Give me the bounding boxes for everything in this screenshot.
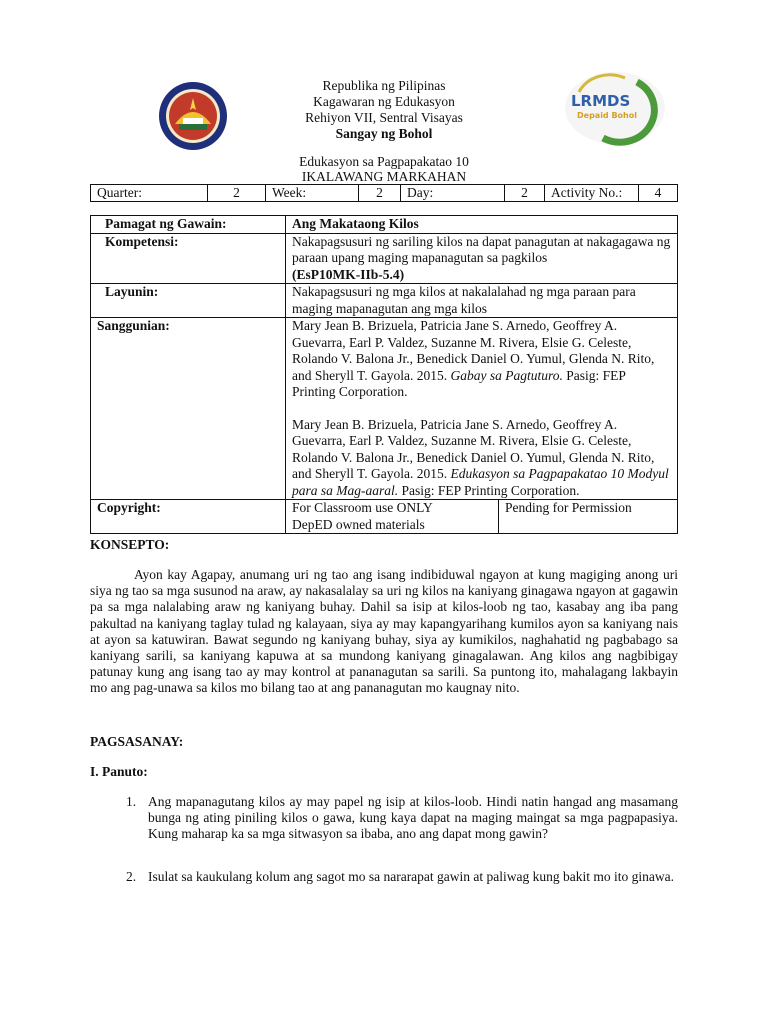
list-item-text: Ang mapanagutang kilos ay may papel ng isip at kilos-loob. Hindi natin hangad ang masamang bunga ng ating piniling kilos o gawa, kung kaya dapat na maging maingat sa mga pagpapasiya. Kung maharap ka sa mga sitwasyon sa ibaba, ano ang dapat mong gawin? bbox=[148, 794, 678, 842]
info-table bbox=[90, 215, 678, 534]
copyright-value-2: DepED owned materials bbox=[292, 516, 425, 532]
subject-heading bbox=[234, 154, 534, 184]
competency-label: Kompetensi: bbox=[91, 233, 286, 284]
copyright-row bbox=[91, 500, 678, 534]
subject-title: Edukasyon sa Pagpapakatao 10 bbox=[299, 154, 469, 169]
reference-1 bbox=[292, 318, 671, 401]
week-label: Week: bbox=[266, 185, 359, 202]
title-value: Ang Makataong Kilos bbox=[286, 216, 678, 234]
deped-seal-logo bbox=[157, 80, 229, 152]
title-row bbox=[91, 216, 678, 234]
department-line: Kagawaran ng Edukasyon bbox=[313, 94, 455, 109]
competency-value: Nakapagsusuri ng sariling kilos na dapat panagutan at nakagagawa ng paraan upang maging mapanagutan sa pagkilos bbox=[292, 233, 671, 265]
reference-2-publisher: Pasig: FEP Printing Corporation. bbox=[401, 482, 580, 498]
reference-1-authors: Mary Jean B. Brizuela, Patricia Jane S. Arnedo, Geoffrey A. Guevarra, Earl P. Valdez, Suzanne M. Rivera, Elsie G. Celeste, Rolando V. Balona Jr., Benedick Daniel O. Yumul, Glenda N. Rito, and Sheryll T. Gayola. 2015. bbox=[292, 318, 655, 383]
quarter-label: Quarter: bbox=[91, 185, 208, 202]
quarter-row bbox=[91, 185, 678, 202]
reference-2 bbox=[292, 417, 671, 500]
permission-status: Pending for Permission bbox=[499, 500, 678, 534]
list-item-number: 1. bbox=[126, 794, 137, 809]
copyright-value-1: For Classroom use ONLY bbox=[292, 500, 433, 515]
reference-1-publisher: Pasig: FEP Printing Corporation. bbox=[292, 367, 626, 399]
konsepto-body: Ayon kay Agapay, anumang uri ng tao ang isang indibiduwal ngayon at kung magiging anong uri siya ng tao sa mga susunod na araw, ay nakasalalay sa uri ng kilos na kaniyang ginagawa ngayon at gagawin pa sa mga nalalabing araw ng kaniyang buhay. Dahil sa isip at kilos-loob ng tao, kasabay ang iba pang pakultad na kaniyang taglay tulad ng kalayaan, siya ay may kapangyarihang kumilos ayon sa kaniyang nais at ayon sa katuwiran. Bawat segundo ng kaniyang buhay, siya ay kumikilos, naghahatid ng pagbabago sa kaniyang sarili, sa kaniyang kapuwa at sa mundong kaniyang ginagalawan. Ang kilos ang nagbibigay patunay kung ang isang tao ay may kontrol at pananagutan sa sarili. Sa puntong ito, mahalagang lakbayin mo ang pag-unawa sa kilos mo bilang tao at ang pananagutan mo kaugnay nito. bbox=[90, 567, 678, 696]
republic-line: Republika ng Pilipinas bbox=[322, 78, 446, 93]
competency-code: (EsP10MK-IIb-5.4) bbox=[292, 266, 405, 282]
copyright-label: Copyright: bbox=[91, 500, 286, 534]
reference-2-title: Edukasyon sa Pagpapakatao 10 Modyul para sa Mag-aaral. bbox=[292, 466, 669, 498]
list-item-number: 2. bbox=[126, 869, 137, 884]
copyright-cell bbox=[286, 500, 499, 534]
competency-row bbox=[91, 233, 678, 284]
pagsasanay-heading: PAGSASANAY: bbox=[90, 734, 184, 749]
quarter-value: 2 bbox=[208, 185, 266, 202]
reference-label: Sanggunian: bbox=[91, 318, 286, 500]
reference-2-authors: Mary Jean B. Brizuela, Patricia Jane S. Arnedo, Geoffrey A. Guevarra, Earl P. Valdez, Suzanne M. Rivera, Elsie G. Celeste, Rolando V. Balona Jr., Benedick Daniel O. Yumul, Glenda N. Rito, and Sheryll T. Gayola. 2015. bbox=[292, 416, 655, 481]
reference-1-title: Gabay sa Pagtuturo. bbox=[450, 367, 563, 383]
week-value: 2 bbox=[359, 185, 401, 202]
konsepto-heading: KONSEPTO: bbox=[90, 537, 170, 552]
svg-text:LRMDS: LRMDS bbox=[571, 92, 631, 110]
reference-row bbox=[91, 318, 678, 500]
division-line: Sangay ng Bohol bbox=[335, 126, 433, 141]
quarter-title: IKALAWANG MARKAHAN bbox=[301, 169, 467, 184]
objective-value: Nakapagsusuri ng mga kilos at nakalalahad ng mga paraan para maging mapanagutan ang mga kilos bbox=[286, 284, 678, 318]
quarter-table bbox=[90, 184, 678, 202]
panuto-heading: I. Panuto: bbox=[90, 764, 148, 779]
competency-cell bbox=[286, 233, 678, 284]
objective-label: Layunin: bbox=[91, 284, 286, 318]
activity-label: Activity No.: bbox=[545, 185, 639, 202]
svg-text:Depaid Bohol: Depaid Bohol bbox=[577, 111, 637, 120]
activity-value: 4 bbox=[639, 185, 678, 202]
letterhead bbox=[234, 78, 534, 142]
day-label: Day: bbox=[401, 185, 505, 202]
region-line: Rehiyon VII, Sentral Visayas bbox=[305, 110, 463, 125]
day-value: 2 bbox=[505, 185, 545, 202]
lrmds-logo bbox=[559, 68, 681, 148]
list-item-text: Isulat sa kaukulang kolum ang sagot mo sa nararapat gawin at paliwag kung bakit mo ito ginawa. bbox=[148, 869, 674, 884]
objective-row bbox=[91, 284, 678, 318]
title-label: Pamagat ng Gawain: bbox=[91, 216, 286, 234]
reference-cell bbox=[286, 318, 678, 500]
